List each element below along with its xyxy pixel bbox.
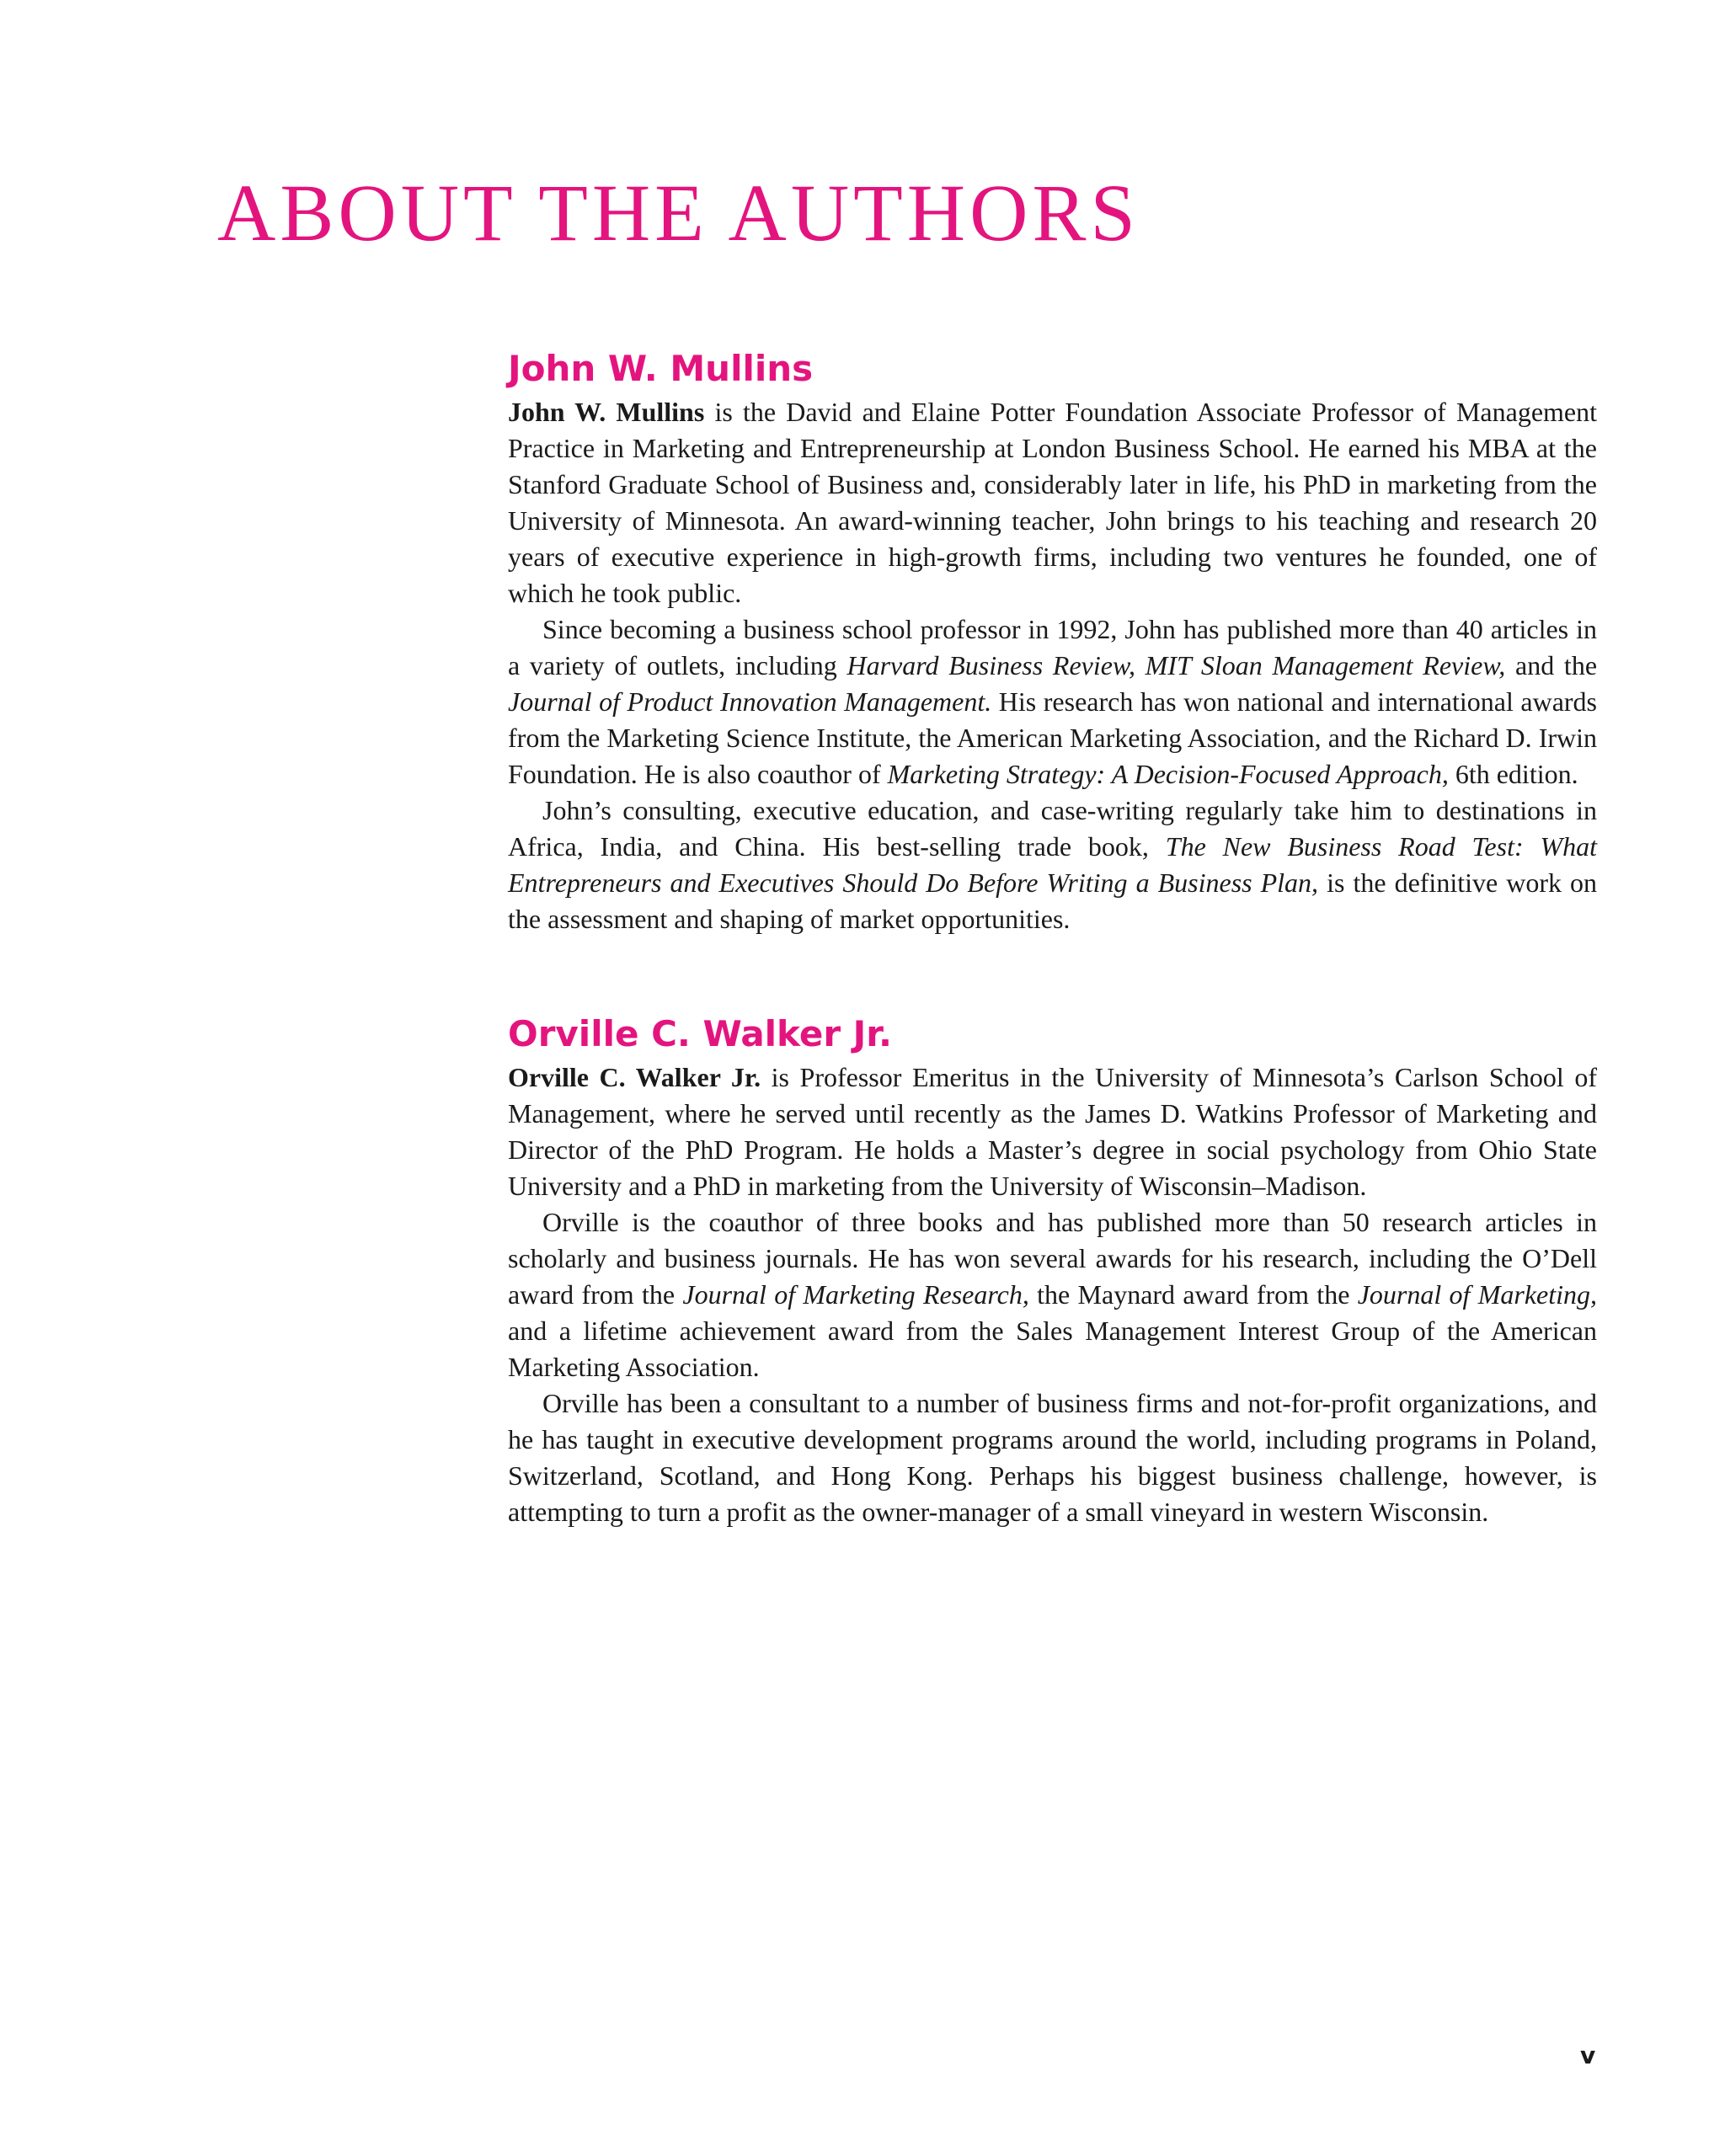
bio-paragraph [508,792,1597,937]
author-heading: Orville C. Walker Jr. [508,1013,892,1054]
bio-text: John’s consulting, executive education, and case-writing regularly take him to destinations in Africa, India, and China. His best-selling trade book, [508,795,1597,862]
bio-text: Orville has been a consultant to a number of business firms and not-for-profit organizations, and he has taught in executive development programs around the world, including programs in Poland, Switzerland, Scotland, and Hong Kong. Perhaps his biggest business challenge, however, is attempting to turn a profit as the owner-manager of a small vineyard in western Wisconsin. [508,1388,1597,1527]
bio-text: 6th edition. [1448,759,1578,789]
author-name: Orville C. Walker Jr. [508,1062,761,1092]
bio-paragraph [508,1204,1597,1385]
bio-text: His research has won national and international awards from the Marketing Science Institute, the American Marketing Association, and the Richard D. Irwin Foundation. He is also coauthor of [508,686,1598,789]
author-section-walker [508,1012,1597,1530]
publication-title: The New Business Road Test: What Entrepreneurs and Executives Should Do Before Writing a Business Plan, [508,831,1598,898]
bio-text: the Maynard award from the [1028,1279,1358,1310]
bio-text: is the David and Elaine Potter Foundation Associate Professor of Management Practice in Marketing and Entrepreneurship at London Business School. He earned his MBA at the Stanford Graduate School of Business and, considerably later in life, his PhD in marketing from the University of Minnesota. An award-winning teacher, John brings to his teaching and research 20 years of executive experience in high-growth firms, including two ventures he founded, one of which he took public. [508,397,1598,608]
publication-title: Harvard Business Review, MIT Sloan Management Review, [846,650,1506,680]
author-section-mullins [508,347,1597,937]
publication-title: Journal of Product Innovation Management. [508,686,992,717]
author-heading: John W. Mullins [508,348,814,389]
bio-text: and a lifetime achievement award from the Sales Management Interest Group of the American Marketing Association. [508,1315,1597,1382]
publication-title: Journal of Marketing, [1357,1279,1598,1310]
page-title: ABOUT THE AUTHORS [217,168,1140,258]
bio-text: and the [1505,650,1598,680]
bio-paragraph [508,611,1597,792]
bio-text: is Professor Emeritus in the University of Minnesota’s Carlson School of Management, where he served until recently as the James D. Watkins Professor of Marketing and Director of the PhD Program. He holds a Master’s degree in social psychology from Ohio State University and a PhD in marketing from the University of Wisconsin–Madison. [508,1062,1598,1201]
publication-title: Marketing Strategy: A Decision-Focused Approach, [887,759,1449,789]
bio-paragraph [508,394,1597,611]
page-number: v [1580,2041,1596,2069]
bio-paragraph [508,1059,1597,1204]
bio-text: Orville is the coauthor of three books and has published more than 50 research articles in scholarly and business journals. He has won several awards for his research, including the O’Dell award from the [508,1207,1597,1310]
bio-paragraph [508,1385,1597,1530]
bio-text: Since becoming a business school professor in 1992, John has published more than 40 articles in a variety of outlets, including [508,614,1597,680]
author-name: John W. Mullins [508,397,705,427]
publication-title: Journal of Marketing Research, [682,1279,1029,1310]
bio-text: is the definitive work on the assessment and shaping of market opportunities. [508,867,1598,934]
